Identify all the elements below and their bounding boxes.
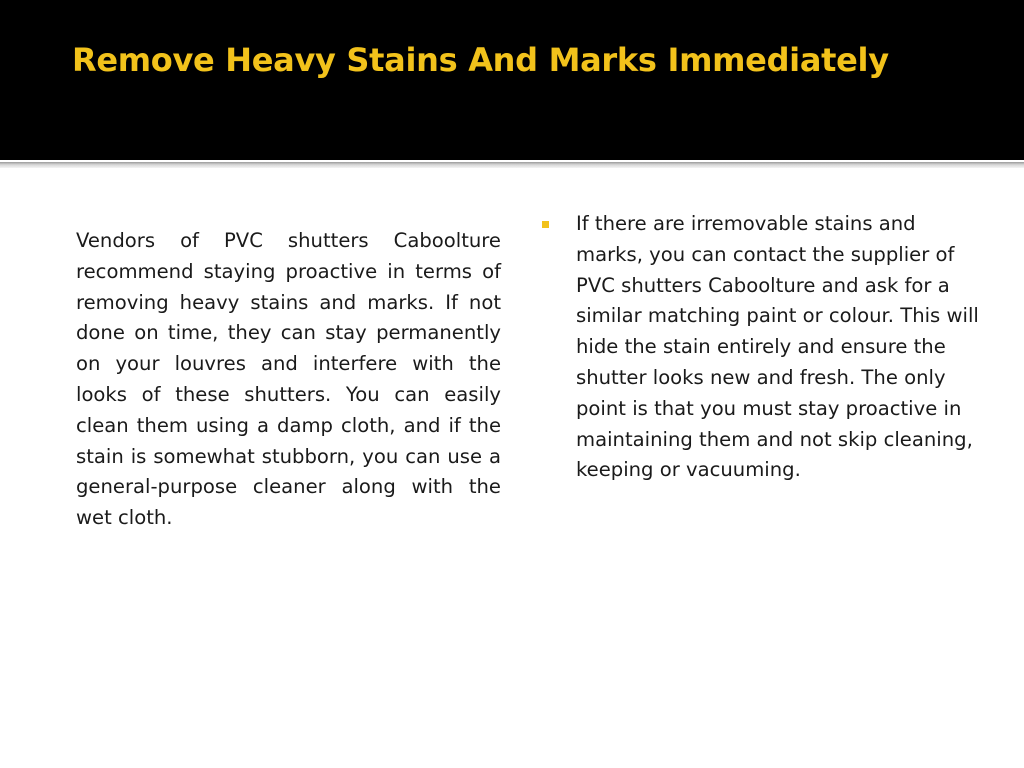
bullet-text: If there are irremovable stains and marks, you can contact the supplier of PVC shutters Caboolture and ask for a similar matching paint or colour. This will hide the stain entirely and ensure the shutter looks new and fresh. The only point is that you must stay proactive in maintaining them and not skip cleaning, keeping or vacuuming. (576, 212, 979, 482)
title-bar (0, 0, 1024, 160)
left-paragraph: Vendors of PVC shutters Caboolture recommend staying proactive in terms of removing heavy stains and marks. If not done on time, they can stay permanently on your louvres and interfere with the looks of these shutters. You can easily clean them using a damp cloth, and if the stain is somewhat stubborn, you can use a general-purpose cleaner along with the wet cloth. (76, 229, 501, 530)
title-divider (0, 162, 1024, 168)
square-bullet-icon (542, 221, 549, 228)
slide-title: Remove Heavy Stains And Marks Immediately (72, 41, 889, 79)
bullet-item (540, 209, 980, 486)
right-bullet-list (540, 209, 980, 486)
